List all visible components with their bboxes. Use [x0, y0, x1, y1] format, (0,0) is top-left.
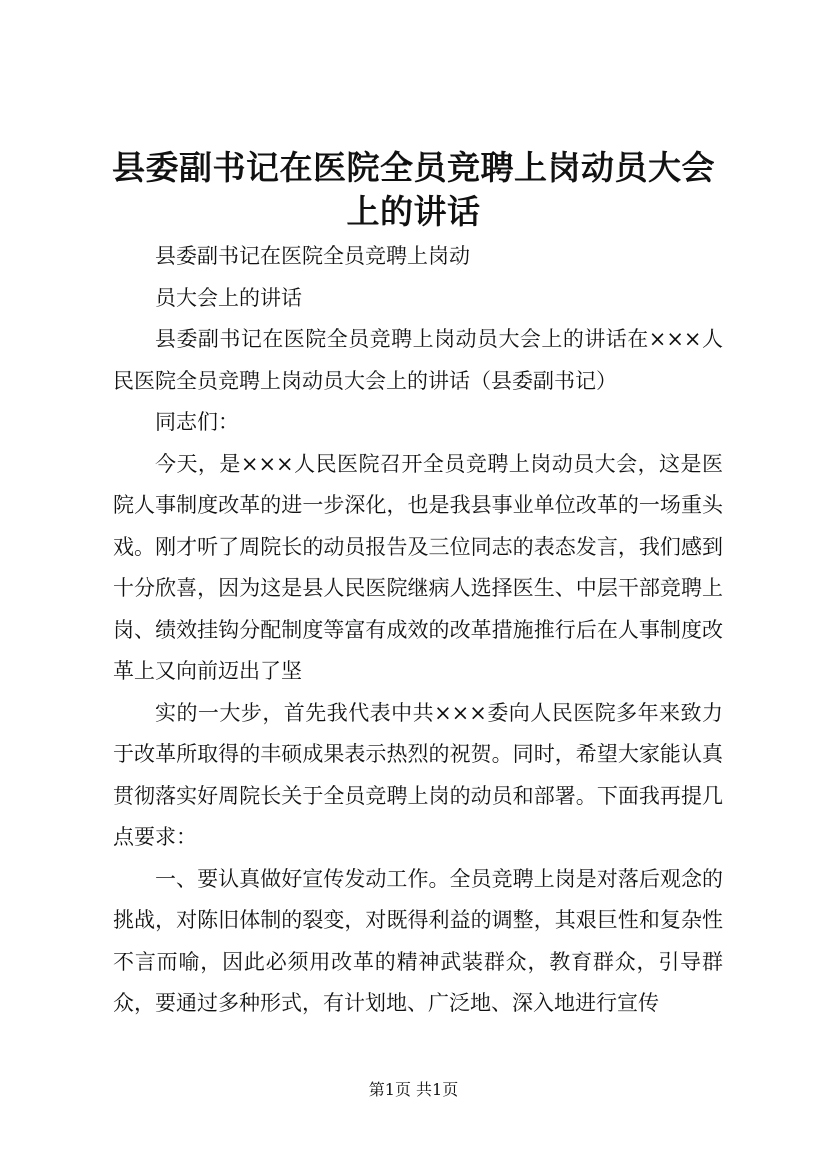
- paragraph-requirement-one: 一、要认真做好宣传发动工作。全员竞聘上岗是对落后观念的挑战，对陈旧体制的裂变，对既得利益的调整，其艰巨性和复杂性不言而喻，因此必须用改革的精神武装群众，教育群众，引导群众，要通过多种形式，有计划地、广泛地、深入地进行宣传: [113, 866, 723, 1015]
- paragraph-today: 今天，是×××人民医院召开全员竞聘上岗动员大会，这是医院人事制度改革的进一步深化，也是我县事业单位改革的一场重头戏。刚才听了周院长的动员报告及三位同志的表态发言，我们感到十分欣喜，因为这是县人民医院继病人选择医生、中层干部竞聘上岗、绩效挂钩分配制度等富有成效的改革措施推行后在人事制度改革上又向前迈出了坚: [113, 451, 723, 683]
- paragraph-greeting: 同志们：: [155, 410, 239, 434]
- page-number-footer: 第1页 共1页: [368, 1080, 459, 1099]
- document-body: [113, 236, 723, 1025]
- paragraph-congratulations: 实的一大步，首先我代表中共×××委向人民医院多年来致力于改革所取得的丰硕成果表示热烈的祝贺。同时，希望大家能认真贯彻落实好周院长关于全员竞聘上岗的动员和部署。下面我再提几点要求：: [113, 700, 723, 849]
- paragraph-intro: 县委副书记在医院全员竞聘上岗动员大会上的讲话在×××人民医院全员竞聘上岗动员大会上的讲话（县委副书记）: [113, 327, 723, 393]
- paragraph-heading-line-1: 县委副书记在医院全员竞聘上岗动: [155, 244, 470, 268]
- paragraph-heading-line-2: 员大会上的讲话: [155, 285, 302, 310]
- document-title: 县委副书记在医院全员竞聘上岗动员大会上的讲话: [112, 148, 715, 231]
